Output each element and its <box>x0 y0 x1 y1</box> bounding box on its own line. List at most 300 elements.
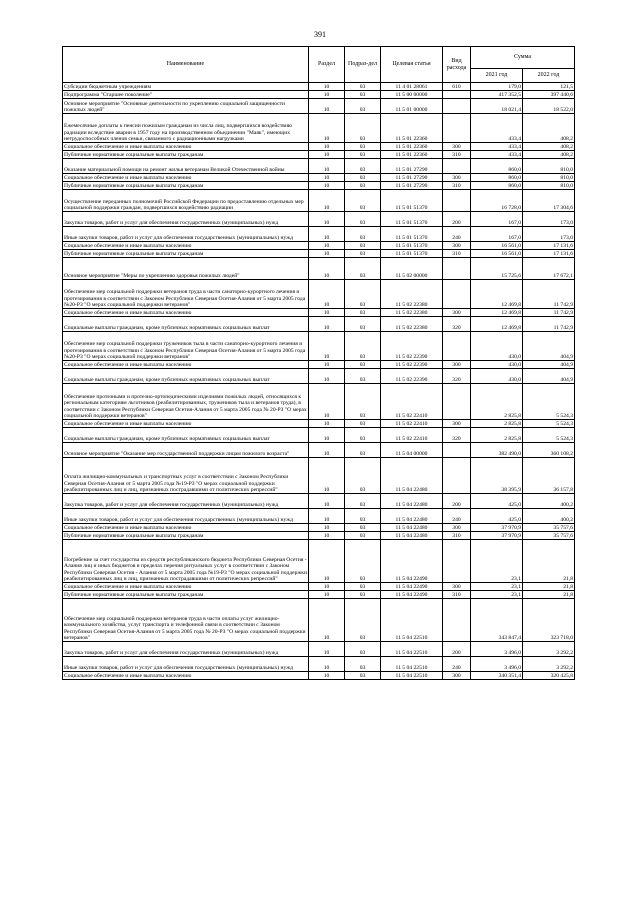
row-sum-2022: 408,2 <box>523 143 575 151</box>
row-vid <box>443 159 471 174</box>
row-razdel: 10 <box>309 91 345 99</box>
row-razdel: 10 <box>309 583 345 591</box>
row-sum-2021: 37 970,9 <box>471 524 523 532</box>
header-name: Наименование <box>63 47 309 83</box>
row-razdel: 10 <box>309 540 345 583</box>
row-sum-2022: 35 757,6 <box>523 532 575 540</box>
row-razdel: 10 <box>309 672 345 680</box>
row-sum-2021: 425,0 <box>471 509 523 524</box>
row-vid: 310 <box>443 151 471 159</box>
table-row <box>63 384 575 420</box>
row-target: 11 5 04 22480 <box>381 458 443 494</box>
table-row <box>63 159 575 174</box>
row-name: Погребение за счет государства из средств республиканского бюджета Республики Северная Осетия - Алания лиц и иных бюджетов в пределах перечня ритуальных услуг в соответствии с Законом Республики Северная Осетия - Алания от 5 марта 2005 года №19-РЗ "О мерах социальной поддержки реабилитированных лиц и лиц, признанных пострадавшими от политических репрессий" <box>63 540 309 583</box>
row-vid <box>443 332 471 361</box>
row-vid <box>443 114 471 143</box>
row-sum-2022: 17 131,6 <box>523 250 575 258</box>
header-podrazdel: Подраз-дел <box>345 47 381 83</box>
row-sum-2021: 340 351,4 <box>471 672 523 680</box>
row-sum-2021: 23,1 <box>471 540 523 583</box>
row-sum-2021: 23,1 <box>471 583 523 591</box>
row-podrazdel: 03 <box>345 258 381 280</box>
row-sum-2021: 860,0 <box>471 174 523 182</box>
row-sum-2021: 2 825,8 <box>471 384 523 420</box>
row-razdel: 10 <box>309 227 345 242</box>
row-target: 11 4 01 28061 <box>381 83 443 91</box>
table-row <box>63 151 575 159</box>
row-razdel: 10 <box>309 258 345 280</box>
row-sum-2022: 323 718,0 <box>523 599 575 642</box>
row-vid <box>443 443 471 458</box>
table-row <box>63 91 575 99</box>
row-name: Осуществление переданных полномочий Российской Федерации по предоставлению отдельных мер социальной поддержки граждан, подвергшихся воздействию радиации <box>63 190 309 212</box>
row-vid <box>443 540 471 583</box>
row-sum-2021: 382 490,0 <box>471 443 523 458</box>
row-razdel: 10 <box>309 99 345 114</box>
row-sum-2021: 860,0 <box>471 159 523 174</box>
row-sum-2022: 3 292,2 <box>523 642 575 657</box>
row-vid: 200 <box>443 642 471 657</box>
row-razdel: 10 <box>309 509 345 524</box>
table-row <box>63 532 575 540</box>
row-sum-2022: 173,0 <box>523 212 575 227</box>
row-podrazdel: 03 <box>345 369 381 384</box>
row-sum-2022: 810,0 <box>523 174 575 182</box>
row-sum-2022: 404,9 <box>523 369 575 384</box>
row-vid <box>443 99 471 114</box>
row-vid: 310 <box>443 532 471 540</box>
row-sum-2021: 433,4 <box>471 151 523 159</box>
row-name: Основное мероприятие "Основные деятельности по укреплению социальной защищенности пожилых людей" <box>63 99 309 114</box>
row-razdel: 10 <box>309 190 345 212</box>
row-vid: 610 <box>443 83 471 91</box>
row-podrazdel: 03 <box>345 672 381 680</box>
row-sum-2021: 430,0 <box>471 361 523 369</box>
row-podrazdel: 03 <box>345 524 381 532</box>
row-target: 11 5 01 22360 <box>381 143 443 151</box>
header-2022: 2022 год <box>523 69 575 83</box>
row-sum-2022: 397 440,6 <box>523 91 575 99</box>
row-name: Социальное обеспечение и иные выплаты населению <box>63 361 309 369</box>
row-sum-2021: 3 496,0 <box>471 657 523 672</box>
row-name: Социальное обеспечение и иные выплаты населению <box>63 309 309 317</box>
row-target: 11 5 04 22480 <box>381 524 443 532</box>
table-row <box>63 599 575 642</box>
table-row <box>63 509 575 524</box>
row-target: 11 5 02 22390 <box>381 332 443 361</box>
row-sum-2021: 417 352,5 <box>471 91 523 99</box>
row-sum-2021: 12 469,8 <box>471 309 523 317</box>
row-target: 11 5 01 51370 <box>381 250 443 258</box>
table-row <box>63 114 575 143</box>
row-sum-2021: 37 970,9 <box>471 532 523 540</box>
row-name: Закупка товаров, работ и услуг для обеспечения государственных (муниципальных) нужд <box>63 494 309 509</box>
row-razdel: 10 <box>309 384 345 420</box>
row-vid: 200 <box>443 212 471 227</box>
row-podrazdel: 03 <box>345 174 381 182</box>
row-target: 11 5 02 22380 <box>381 280 443 309</box>
row-target: 11 5 04 00000 <box>381 443 443 458</box>
row-name: Социальные выплаты гражданам, кроме публичных нормативных социальных выплат <box>63 428 309 443</box>
row-sum-2022: 5 524,3 <box>523 428 575 443</box>
row-sum-2022: 18 522,0 <box>523 99 575 114</box>
row-target: 11 5 02 22380 <box>381 309 443 317</box>
row-sum-2022: 408,2 <box>523 114 575 143</box>
row-name: Публичные нормативные социальные выплаты гражданам <box>63 151 309 159</box>
table-row <box>63 332 575 361</box>
row-name: Иные закупки товаров, работ и услуг для обеспечения государственных (муниципальных) нужд <box>63 657 309 672</box>
table-row <box>63 227 575 242</box>
row-sum-2022: 11 742,9 <box>523 280 575 309</box>
row-vid: 320 <box>443 369 471 384</box>
row-podrazdel: 03 <box>345 250 381 258</box>
row-sum-2022: 11 742,9 <box>523 309 575 317</box>
row-podrazdel: 03 <box>345 190 381 212</box>
row-podrazdel: 03 <box>345 182 381 190</box>
row-sum-2022: 21,8 <box>523 591 575 599</box>
row-name: Публичные нормативные социальные выплаты гражданам <box>63 250 309 258</box>
row-sum-2021: 3 496,0 <box>471 642 523 657</box>
row-podrazdel: 03 <box>345 458 381 494</box>
row-vid: 200 <box>443 494 471 509</box>
row-podrazdel: 03 <box>345 532 381 540</box>
row-razdel: 10 <box>309 250 345 258</box>
row-target: 11 5 02 22410 <box>381 384 443 420</box>
row-sum-2022: 810,0 <box>523 159 575 174</box>
row-podrazdel: 03 <box>345 91 381 99</box>
table-row <box>63 420 575 428</box>
table-row <box>63 317 575 332</box>
row-vid: 300 <box>443 524 471 532</box>
row-target: 11 5 00 00000 <box>381 91 443 99</box>
row-podrazdel: 03 <box>345 591 381 599</box>
row-razdel: 10 <box>309 642 345 657</box>
row-vid <box>443 190 471 212</box>
row-sum-2021: 167,0 <box>471 212 523 227</box>
row-name: Социальное обеспечение и иные выплаты населению <box>63 143 309 151</box>
table-row <box>63 212 575 227</box>
row-name: Подпрограмма "Старшее поколение" <box>63 91 309 99</box>
row-target: 11 5 01 51370 <box>381 212 443 227</box>
row-razdel: 10 <box>309 458 345 494</box>
row-podrazdel: 03 <box>345 151 381 159</box>
row-target: 11 5 04 22490 <box>381 591 443 599</box>
row-vid: 240 <box>443 509 471 524</box>
row-razdel: 10 <box>309 83 345 91</box>
row-sum-2022: 408,2 <box>523 151 575 159</box>
row-sum-2021: 23,1 <box>471 591 523 599</box>
row-razdel: 10 <box>309 151 345 159</box>
row-podrazdel: 03 <box>345 494 381 509</box>
row-podrazdel: 03 <box>345 114 381 143</box>
table-row <box>63 591 575 599</box>
table-row <box>63 258 575 280</box>
row-sum-2021: 12 469,8 <box>471 317 523 332</box>
table-row <box>63 182 575 190</box>
budget-table <box>62 46 575 680</box>
row-name: Оплата жилищно-коммунальных и транспортных услуг в соответствии с Законом Республики Северная Осетия-Алания от 5 марта 2005 года №19-РЗ "О мерах социальной поддержки реабилитированных лиц и лиц, признанных пострадавшими от политических репрессий" <box>63 458 309 494</box>
row-sum-2021: 433,4 <box>471 143 523 151</box>
row-podrazdel: 03 <box>345 332 381 361</box>
row-sum-2022: 17 672,1 <box>523 258 575 280</box>
row-name: Социальное обеспечение и иные выплаты населению <box>63 672 309 680</box>
row-razdel: 10 <box>309 332 345 361</box>
row-vid <box>443 280 471 309</box>
row-name: Публичные нормативные социальные выплаты гражданам <box>63 532 309 540</box>
row-vid: 300 <box>443 583 471 591</box>
row-podrazdel: 03 <box>345 443 381 458</box>
row-sum-2021: 16 561,0 <box>471 242 523 250</box>
row-podrazdel: 03 <box>345 599 381 642</box>
row-razdel: 10 <box>309 369 345 384</box>
row-razdel: 10 <box>309 159 345 174</box>
row-target: 11 5 01 27290 <box>381 174 443 182</box>
table-row <box>63 369 575 384</box>
row-vid: 300 <box>443 242 471 250</box>
row-podrazdel: 03 <box>345 227 381 242</box>
row-sum-2022: 121,5 <box>523 83 575 91</box>
row-podrazdel: 03 <box>345 509 381 524</box>
row-podrazdel: 03 <box>345 583 381 591</box>
row-name: Основное мероприятие "Меры по укреплению здоровья пожилых людей" <box>63 258 309 280</box>
row-target: 11 5 02 22390 <box>381 369 443 384</box>
row-name: Социальное обеспечение и иные выплаты населению <box>63 583 309 591</box>
row-podrazdel: 03 <box>345 242 381 250</box>
row-vid <box>443 258 471 280</box>
row-target: 11 5 04 22490 <box>381 540 443 583</box>
row-razdel: 10 <box>309 532 345 540</box>
table-row <box>63 672 575 680</box>
row-vid: 310 <box>443 250 471 258</box>
row-vid: 310 <box>443 591 471 599</box>
table-row <box>63 494 575 509</box>
row-sum-2021: 2 825,8 <box>471 420 523 428</box>
row-vid: 240 <box>443 227 471 242</box>
row-podrazdel: 03 <box>345 384 381 420</box>
row-sum-2022: 320 425,8 <box>523 672 575 680</box>
row-sum-2021: 12 469,8 <box>471 280 523 309</box>
row-name: Социальное обеспечение и иные выплаты населению <box>63 420 309 428</box>
header-2021: 2021 год <box>471 69 523 83</box>
table-row <box>63 657 575 672</box>
row-name: Закупка товаров, работ и услуг для обеспечения государственных (муниципальных) нужд <box>63 212 309 227</box>
row-razdel: 10 <box>309 443 345 458</box>
table-row <box>63 99 575 114</box>
row-vid: 300 <box>443 420 471 428</box>
row-vid <box>443 384 471 420</box>
row-target: 11 5 01 22360 <box>381 114 443 143</box>
row-razdel: 10 <box>309 242 345 250</box>
row-sum-2022: 36 157,8 <box>523 458 575 494</box>
row-sum-2022: 404,9 <box>523 332 575 361</box>
row-vid <box>443 599 471 642</box>
row-vid: 320 <box>443 428 471 443</box>
row-sum-2022: 5 524,3 <box>523 420 575 428</box>
row-sum-2022: 404,9 <box>523 361 575 369</box>
table-row <box>63 458 575 494</box>
row-razdel: 10 <box>309 524 345 532</box>
row-target: 11 5 02 22410 <box>381 428 443 443</box>
row-vid: 300 <box>443 309 471 317</box>
row-sum-2021: 430,0 <box>471 369 523 384</box>
row-razdel: 10 <box>309 143 345 151</box>
table-row <box>63 443 575 458</box>
row-sum-2022: 400,2 <box>523 494 575 509</box>
row-sum-2021: 433,4 <box>471 114 523 143</box>
row-sum-2021: 16 728,0 <box>471 190 523 212</box>
table-row <box>63 83 575 91</box>
row-razdel: 10 <box>309 317 345 332</box>
row-podrazdel: 03 <box>345 212 381 227</box>
row-sum-2022: 35 757,6 <box>523 524 575 532</box>
table-row <box>63 540 575 583</box>
row-target: 11 5 02 22390 <box>381 361 443 369</box>
row-target: 11 5 01 22360 <box>381 151 443 159</box>
table-row <box>63 242 575 250</box>
row-sum-2021: 179,0 <box>471 83 523 91</box>
row-podrazdel: 03 <box>345 540 381 583</box>
row-name: Обеспечение мер социальной поддержки ветеранов труда в части оплаты услуг жилищно-коммунального хозяйства, услуг транспорта и телефонной связи в соответствии с Законом Республики Северная Осетия-Алания от 5 марта 2005 года № 20-РЗ "О мерах социальной поддержки ветеранов" <box>63 599 309 642</box>
row-sum-2021: 18 021,4 <box>471 99 523 114</box>
row-target: 11 5 04 22480 <box>381 532 443 540</box>
row-target: 11 5 04 22510 <box>381 672 443 680</box>
row-razdel: 10 <box>309 494 345 509</box>
row-podrazdel: 03 <box>345 83 381 91</box>
row-vid <box>443 91 471 99</box>
row-podrazdel: 03 <box>345 143 381 151</box>
row-target: 11 5 01 00000 <box>381 99 443 114</box>
row-target: 11 5 04 22480 <box>381 494 443 509</box>
table-row <box>63 174 575 182</box>
row-target: 11 5 01 27290 <box>381 182 443 190</box>
row-razdel: 10 <box>309 280 345 309</box>
row-name: Субсидии бюджетным учреждениям <box>63 83 309 91</box>
row-sum-2022: 11 742,9 <box>523 317 575 332</box>
row-vid <box>443 458 471 494</box>
row-name: Оказание материальной помощи на ремонт жилья ветеранам Великой Отечественной войны <box>63 159 309 174</box>
row-podrazdel: 03 <box>345 642 381 657</box>
row-podrazdel: 03 <box>345 317 381 332</box>
row-vid: 300 <box>443 672 471 680</box>
row-vid: 300 <box>443 361 471 369</box>
table-row <box>63 280 575 309</box>
row-razdel: 10 <box>309 428 345 443</box>
row-razdel: 10 <box>309 420 345 428</box>
row-razdel: 10 <box>309 182 345 190</box>
row-podrazdel: 03 <box>345 99 381 114</box>
row-razdel: 10 <box>309 174 345 182</box>
table-row <box>63 309 575 317</box>
row-target: 11 5 02 22410 <box>381 420 443 428</box>
row-name: Социальное обеспечение и иные выплаты населению <box>63 174 309 182</box>
table-row <box>63 143 575 151</box>
header-target: Целевая статья <box>381 47 443 83</box>
row-target: 11 5 01 51370 <box>381 242 443 250</box>
row-target: 11 5 04 22510 <box>381 657 443 672</box>
row-name: Закупка товаров, работ и услуг для обеспечения государственных (муниципальных) нужд <box>63 642 309 657</box>
table-row <box>63 250 575 258</box>
row-target: 11 5 01 51370 <box>381 227 443 242</box>
row-vid: 240 <box>443 657 471 672</box>
row-name: Социальное обеспечение и иные выплаты населению <box>63 524 309 532</box>
row-razdel: 10 <box>309 657 345 672</box>
row-razdel: 10 <box>309 361 345 369</box>
row-sum-2021: 15 725,6 <box>471 258 523 280</box>
row-name: Социальные выплаты гражданам, кроме публичных нормативных социальных выплат <box>63 317 309 332</box>
row-podrazdel: 03 <box>345 428 381 443</box>
row-target: 11 5 04 22510 <box>381 642 443 657</box>
row-sum-2022: 21,8 <box>523 540 575 583</box>
row-sum-2021: 860,0 <box>471 182 523 190</box>
row-podrazdel: 03 <box>345 361 381 369</box>
row-razdel: 10 <box>309 212 345 227</box>
row-target: 11 5 04 22490 <box>381 583 443 591</box>
row-podrazdel: 03 <box>345 280 381 309</box>
table-row <box>63 361 575 369</box>
row-sum-2021: 425,0 <box>471 494 523 509</box>
row-name: Обеспечение мер социальной поддержки тружеников тыла в части санаторно-курортного лечения и протезирования в соответствии с Законом Республики Северная Осетия-Алания от 5 марта 2005 года №20-РЗ "О мерах социальной поддержки ветеранов" <box>63 332 309 361</box>
row-sum-2022: 17 131,6 <box>523 242 575 250</box>
header-razdel: Раздел <box>309 47 345 83</box>
row-razdel: 10 <box>309 309 345 317</box>
table-row <box>63 190 575 212</box>
row-podrazdel: 03 <box>345 309 381 317</box>
page-number: 391 <box>314 30 326 39</box>
table-row <box>63 428 575 443</box>
header-sum: Сумма <box>471 47 575 69</box>
row-name: Обеспечение протезными и протезно-ортопедическими изделиями пожилых людей, относящихся к региональным категориям льготников (реабилитированных, тружеников тыла и ветеранов труда), в соответствии с Законом Республики Северная Осетия-Алания от 5 марта 2005 года № 20-РЗ "О мерах социальной поддержки ветеранов" <box>63 384 309 420</box>
row-vid: 310 <box>443 182 471 190</box>
row-target: 11 5 04 22510 <box>381 599 443 642</box>
table-row <box>63 642 575 657</box>
row-podrazdel: 03 <box>345 159 381 174</box>
row-sum-2022: 3 292,2 <box>523 657 575 672</box>
row-sum-2022: 810,0 <box>523 182 575 190</box>
row-podrazdel: 03 <box>345 657 381 672</box>
row-vid: 320 <box>443 317 471 332</box>
row-target: 11 5 01 51370 <box>381 190 443 212</box>
row-sum-2022: 21,8 <box>523 583 575 591</box>
row-vid: 300 <box>443 174 471 182</box>
row-name: Иные закупки товаров, работ и услуг для обеспечения государственных (муниципальных) нужд <box>63 227 309 242</box>
row-sum-2022: 360 108,2 <box>523 443 575 458</box>
row-sum-2021: 343 847,4 <box>471 599 523 642</box>
row-vid: 300 <box>443 143 471 151</box>
row-name: Ежемесячные доплаты к пенсии пожилым гражданам из числа лиц, подвергшихся воздействию радиации вследствие аварии в 1957 году на производственном объединении "Маяк", имеющих нетрудоспособных членов семьи, связанного с радиационными нагрузками <box>63 114 309 143</box>
row-sum-2021: 2 825,8 <box>471 428 523 443</box>
row-target: 11 5 02 22380 <box>381 317 443 332</box>
row-sum-2021: 38 395,9 <box>471 458 523 494</box>
row-podrazdel: 03 <box>345 420 381 428</box>
row-name: Социальные выплаты гражданам, кроме публичных нормативных социальных выплат <box>63 369 309 384</box>
row-sum-2021: 167,0 <box>471 227 523 242</box>
row-razdel: 10 <box>309 591 345 599</box>
row-sum-2022: 17 304,6 <box>523 190 575 212</box>
row-razdel: 10 <box>309 114 345 143</box>
row-razdel: 10 <box>309 599 345 642</box>
row-sum-2022: 5 524,3 <box>523 384 575 420</box>
row-sum-2021: 16 561,0 <box>471 250 523 258</box>
row-name: Основное мероприятие "Оказание мер государственной поддержки лицам пожилого возраста" <box>63 443 309 458</box>
table-row <box>63 583 575 591</box>
table-row <box>63 524 575 532</box>
row-target: 11 5 01 27290 <box>381 159 443 174</box>
row-target: 11 5 04 22480 <box>381 509 443 524</box>
row-sum-2021: 430,0 <box>471 332 523 361</box>
row-name: Иные закупки товаров, работ и услуг для обеспечения государственных (муниципальных) нужд <box>63 509 309 524</box>
row-name: Публичные нормативные социальные выплаты гражданам <box>63 182 309 190</box>
header-vid: Вид расхода <box>443 47 471 83</box>
